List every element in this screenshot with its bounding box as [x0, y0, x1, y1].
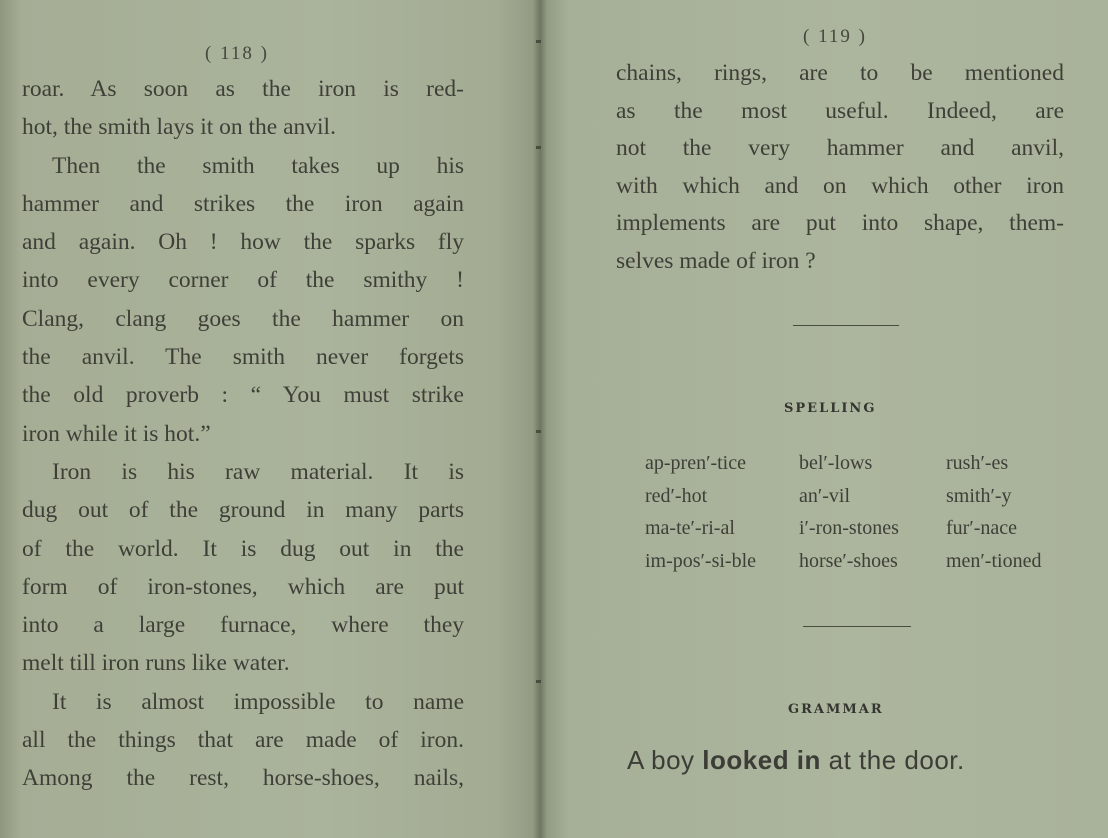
spelling-word: im-pos′-si-ble	[645, 549, 757, 572]
spelling-word: smith′-y	[946, 484, 1012, 507]
spelling-word: horse′-shoes	[799, 549, 898, 572]
text-line: not the very hammer and anvil,	[616, 135, 1064, 161]
text-line: the anvil. The smith never forgets	[22, 344, 464, 371]
binding-stitch	[536, 40, 541, 43]
spelling-column	[645, 447, 756, 577]
text-line: melt till iron runs like water.	[22, 650, 290, 677]
text-line: of the world. It is dug out in the	[22, 535, 464, 562]
text-line: the old proverb : “ You must strike	[22, 382, 464, 409]
spelling-word: bel′-lows	[799, 452, 873, 474]
text-line: roar. As soon as the iron is red-	[22, 76, 464, 102]
text-line: Then the smith takes up his	[52, 152, 464, 179]
section-divider	[803, 626, 911, 627]
binding-stitch	[536, 146, 541, 149]
spelling-word: fur′-nace	[946, 517, 1017, 539]
text-line: Clang, clang goes the hammer on	[22, 305, 464, 332]
text-line: Among the rest, horse-shoes, nails,	[22, 765, 464, 792]
text-line: as the most useful. Indeed, are	[616, 97, 1064, 124]
text-line: hot, the smith lays it on the anvil.	[22, 114, 336, 141]
right-page-body	[616, 55, 1064, 280]
spelling-word: i′-ron-stones	[799, 517, 899, 539]
text-line: dug out of the ground in many parts	[22, 497, 464, 524]
text-line: form of iron-stones, which are put	[22, 573, 464, 600]
grammar-sentence	[627, 745, 965, 776]
grammar-highlight: looked in	[702, 745, 821, 775]
book-gutter	[533, 0, 547, 838]
text-line: It is almost impossible to name	[52, 688, 464, 715]
text-line: iron while it is hot.”	[22, 420, 211, 447]
binding-stitch	[536, 430, 541, 433]
grammar-sentence-end: at the door.	[820, 745, 965, 775]
spelling-word: rush′-es	[946, 452, 1009, 474]
text-line: all the things that are made of iron.	[22, 727, 464, 754]
text-line: and again. Oh ! how the sparks fly	[22, 229, 464, 256]
spelling-word: ma-te′-ri-al	[645, 517, 735, 539]
text-line: hammer and strikes the iron again	[22, 190, 464, 217]
text-line: implements are put into shape, them-	[616, 210, 1064, 236]
spelling-word: men′-tioned	[946, 549, 1042, 572]
spelling-word: red′-hot	[645, 484, 708, 507]
left-page-body	[22, 70, 464, 798]
spelling-word: ap-pren′-tice	[645, 452, 746, 474]
spelling-column	[946, 447, 1041, 577]
text-line: into every corner of the smithy !	[22, 267, 464, 294]
text-line: with which and on which other iron	[616, 172, 1064, 199]
text-line: into a large furnace, where they	[22, 612, 464, 639]
grammar-heading: GRAMMAR	[788, 702, 884, 717]
text-line: chains, rings, are to be mentioned	[616, 60, 1064, 86]
spelling-column	[799, 447, 899, 577]
spelling-heading: SPELLING	[784, 401, 877, 416]
spelling-word: an′-vil	[799, 484, 851, 507]
right-page-number: ( 119 )	[803, 26, 867, 47]
text-line: selves made of iron ?	[616, 247, 816, 274]
text-line: Iron is his raw material. It is	[52, 458, 464, 485]
binding-stitch	[536, 680, 541, 683]
left-page-number: ( 118 )	[205, 43, 269, 64]
grammar-sentence-start: A boy	[627, 745, 703, 775]
section-divider	[793, 325, 899, 326]
